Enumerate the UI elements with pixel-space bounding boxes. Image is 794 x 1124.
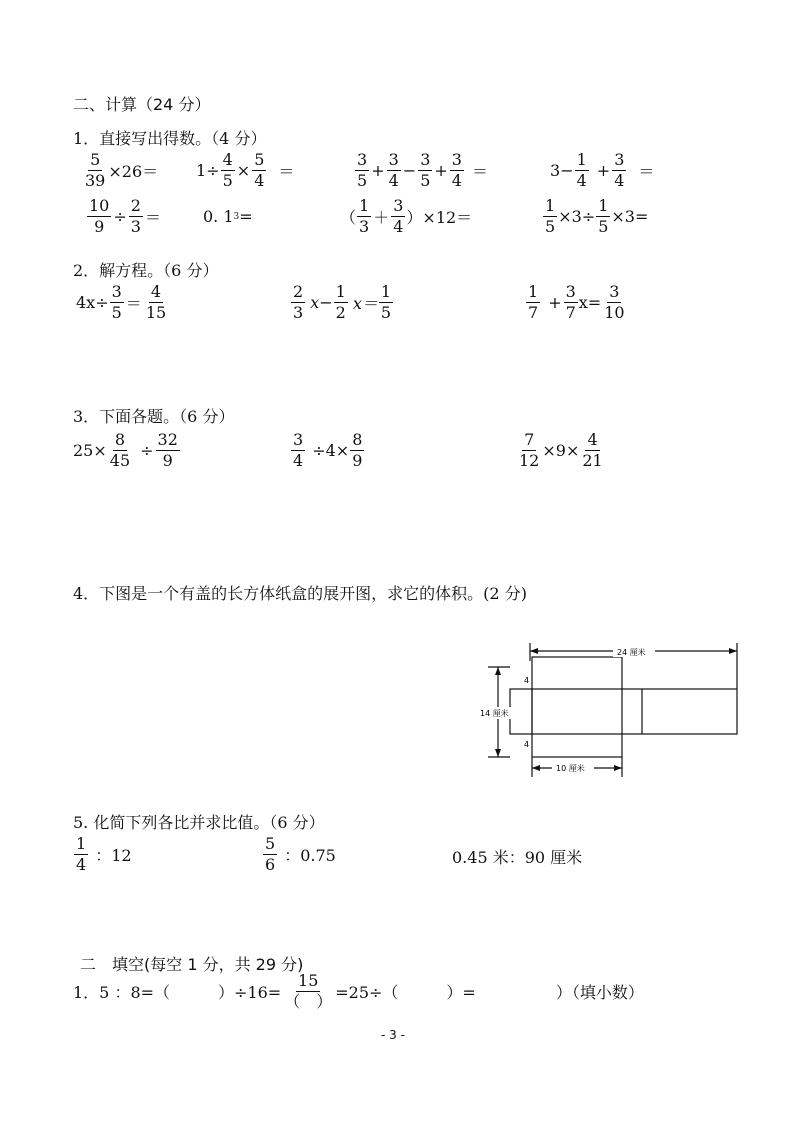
question-5-title: 5. 化简下列各比并求比值。（6 分） bbox=[73, 813, 325, 832]
q5-ratio-1: $\frac{1}{4}$ ：12 bbox=[76, 834, 132, 874]
mark-label-top: 4 bbox=[524, 676, 530, 685]
section-title-calculation: 二、计算（24 分） bbox=[73, 95, 211, 114]
q1-expr-6: 0. 1 3 = bbox=[203, 207, 253, 226]
q1-expr-5: $\frac{10}{9}$ ÷ $\frac{2}{3}$ ＝ bbox=[89, 196, 161, 236]
dim-label-top: 24 厘米 bbox=[617, 648, 646, 657]
box-net-diagram bbox=[480, 635, 745, 795]
q1-expr-8: $\frac{1}{5}$ ×3÷ $\frac{1}{5}$ ×3= bbox=[545, 196, 649, 236]
question-2-title: 2．解方程。（6 分） bbox=[73, 261, 219, 280]
q1-expr-4: 3− $\frac{1}{4}$ + $\frac{3}{4}$ ＝ bbox=[550, 150, 655, 190]
section-title-fill-blank: 二 填空(每空 1 分，共 29 分) bbox=[80, 955, 304, 974]
question-1-title: 1．直接写出得数。（4 分） bbox=[73, 129, 267, 148]
q5-ratio-2: $\frac{5}{6}$ ：0.75 bbox=[265, 834, 336, 874]
net-middle-strip bbox=[510, 689, 737, 734]
q2-equation-3: $\frac{1}{7}$ + $\frac{3}{7}$ x= $\frac{3}{10}$ bbox=[528, 282, 625, 322]
dim-label-bottom: 10 厘米 bbox=[556, 764, 585, 773]
q1-expr-3: $\frac{3}{5}$ + $\frac{3}{4}$ − $\frac{3}{5}$ + $\frac{3}{4}$ ＝ bbox=[357, 150, 488, 190]
q1-expr-1: $\frac{5}{39}$ ×26＝ bbox=[85, 150, 159, 190]
dim-label-left: 14 厘米 bbox=[480, 709, 509, 718]
q3-expr-1: 25× $\frac{8}{45}$ ÷ $\frac{32}{9}$ bbox=[73, 430, 178, 470]
page-number: - 3 - bbox=[381, 1028, 405, 1042]
q5-ratio-3: 0.45 米：90 厘米 bbox=[452, 848, 583, 867]
q3-expr-2: $\frac{3}{4}$ ÷4× $\frac{8}{9}$ bbox=[293, 430, 363, 470]
fill-blank-question-1: 1．5 ：8=（ ）÷16= $\frac{15}{( )}$ =25÷（ ）= ）（填小数） bbox=[73, 971, 644, 1011]
question-3-title: 3．下面各题。（6 分） bbox=[73, 407, 235, 426]
q1-expr-2: 1÷ $\frac{4}{5}$ × $\frac{5}{4}$ ＝ bbox=[196, 150, 295, 190]
q3-expr-3: $\frac{7}{12}$ ×9× $\frac{4}{21}$ bbox=[519, 430, 603, 470]
q1-expr-7: （ $\frac{1}{3}$ ＋ $\frac{3}{4}$ ）×12＝ bbox=[340, 196, 473, 236]
q2-equation-1: 4x÷ $\frac{3}{5}$ ＝ $\frac{4}{15}$ bbox=[76, 282, 167, 322]
question-4-title: 4．下图是一个有盖的长方体纸盒的展开图，求它的体积。(2 分) bbox=[73, 584, 527, 603]
net-lid-and-base bbox=[532, 657, 622, 757]
q2-equation-2: $\frac{2}{3}$ x− $\frac{1}{2}$ x＝ $\frac{1}{5}$ bbox=[293, 282, 392, 322]
mark-label-bottom: 4 bbox=[524, 740, 530, 749]
